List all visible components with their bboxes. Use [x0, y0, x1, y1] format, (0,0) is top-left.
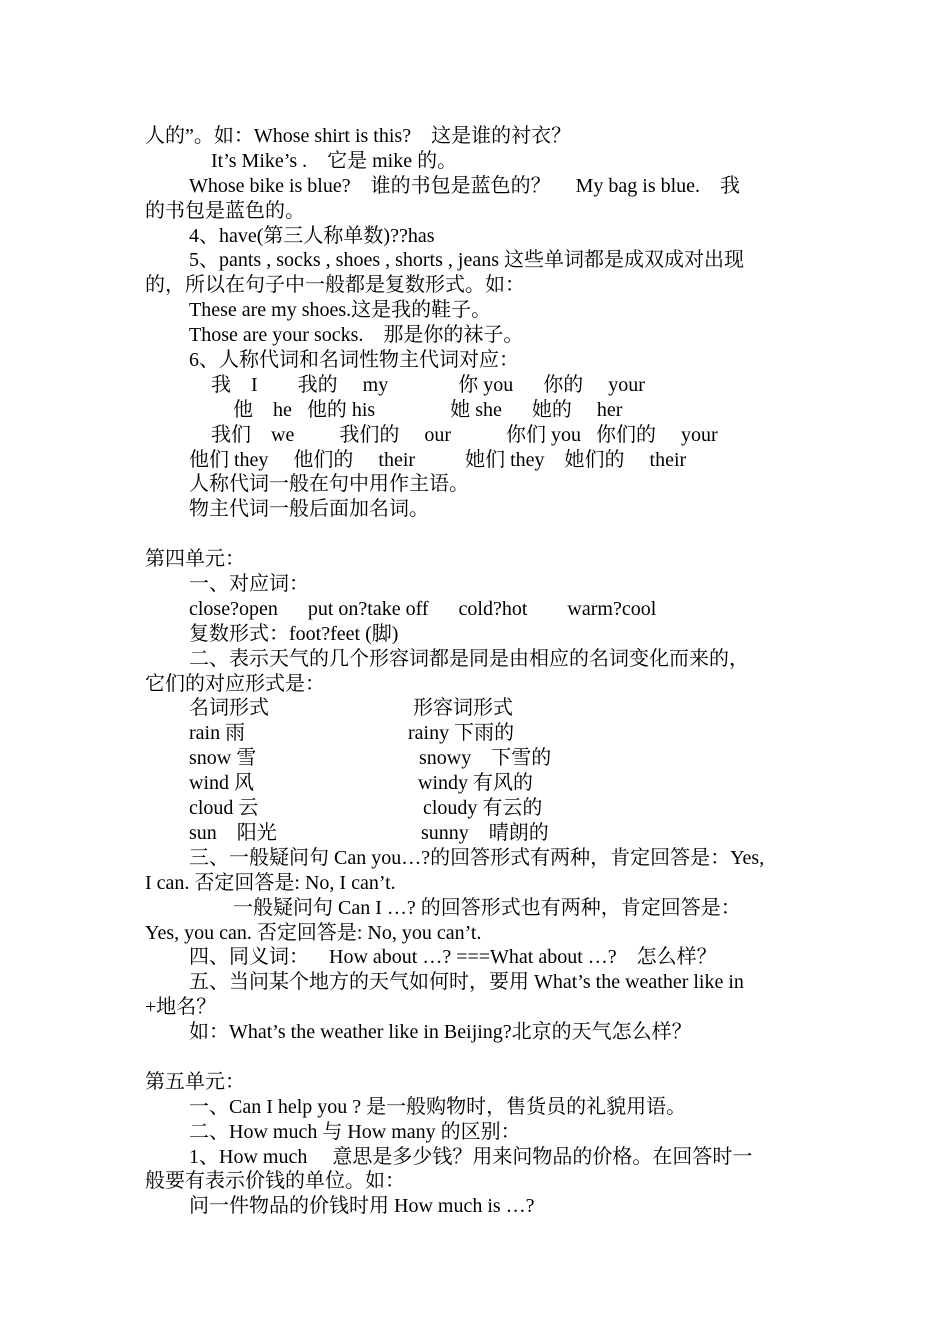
- text-line: 的书包是蓝色的。: [145, 199, 305, 222]
- text-line: 它们的对应形式是：: [145, 672, 325, 695]
- adjective-form: windy 有风的: [418, 772, 533, 795]
- text-line: close?open put on?take off cold?hot warm?cool: [189, 597, 657, 620]
- text-line: 四、同义词： How about …? ===What about …? 怎么样？: [189, 946, 717, 969]
- text-line: 一、Can I help you ? 是一般购物时，售货员的礼貌用语。: [189, 1095, 687, 1118]
- noun-form: wind 风: [189, 772, 254, 795]
- pronoun-line: 他们 they 他们的 their 她们 they 她们的 their: [189, 448, 687, 471]
- document-body: [145, 124, 810, 1219]
- weather-table-row: [145, 721, 810, 746]
- weather-table-row: [145, 746, 810, 771]
- weather-word-table: [145, 696, 810, 845]
- text-line: It’s Mike’s . 它是 mike 的。: [211, 149, 458, 172]
- text-line: 二、表示天气的几个形容词都是同是由相应的名词变化而来的，: [189, 647, 749, 670]
- text-line: 二、How much 与 How many 的区别：: [189, 1120, 521, 1143]
- text-line: 人的”。如：Whose shirt is this? 这是谁的衬衣？: [145, 125, 572, 147]
- text-line: 三、一般疑问句 Can you…?的回答形式有两种，肯定回答是：Yes,: [189, 846, 765, 869]
- text-line: Whose bike is blue? 谁的书包是蓝色的？ My bag is blue. 我: [189, 174, 741, 197]
- text-line: 一般疑问句 Can I …? 的回答形式也有两种，肯定回答是：: [233, 896, 741, 919]
- section-heading-unit4: 第四单元：: [145, 548, 245, 571]
- adjective-form: sunny 晴朗的: [421, 821, 549, 844]
- text-line: 复数形式：foot?feet (脚): [189, 622, 399, 645]
- text-line: 的，所以在句子中一般都是复数形式。如：: [145, 274, 525, 297]
- text-line: 五、当问某个地方的天气如何时，要用 What’s the weather like in: [189, 971, 744, 994]
- text-line: 1、How much 意思是多少钱？用来问物品的价格。在回答时一: [189, 1145, 753, 1168]
- text-line: 般要有表示价钱的单位。如：: [145, 1170, 405, 1193]
- adjective-form: snowy 下雪的: [419, 747, 552, 770]
- text-line: I can. 否定回答是: No, I can’t.: [145, 871, 396, 894]
- text-line: 问一件物品的价钱时用 How much is …?: [189, 1195, 535, 1218]
- text-line: These are my shoes.这是我的鞋子。: [189, 299, 492, 322]
- weather-table-header: [145, 696, 810, 721]
- noun-form: cloud 云: [189, 797, 259, 820]
- text-line: 人称代词一般在句中用作主语。: [189, 473, 469, 496]
- blank-line: [145, 522, 810, 547]
- blank-line: [145, 1045, 810, 1070]
- noun-form: rain 雨: [189, 722, 246, 745]
- weather-table-row: [145, 771, 810, 796]
- pronoun-line: 我们 we 我们的 our 你们 you 你们的 your: [211, 423, 718, 446]
- noun-form: snow 雪: [189, 747, 257, 770]
- text-line: 5、pants , socks , shoes , shorts , jeans 这些单词都是成双成对出现: [189, 249, 744, 272]
- weather-table-row: [145, 821, 810, 846]
- noun-form: sun 阳光: [189, 821, 277, 844]
- text-line: 物主代词一般后面加名词。: [189, 498, 429, 521]
- adjective-form: rainy 下雨的: [408, 722, 515, 745]
- adjective-form-header: 形容词形式: [413, 697, 513, 720]
- section-heading-unit5: 第五单元：: [145, 1070, 245, 1093]
- text-line: 4、have(第三人称单数)??has: [189, 224, 435, 247]
- text-line: +地名？: [145, 996, 217, 1019]
- text-line: 一、对应词：: [189, 573, 309, 596]
- text-line: 如：What’s the weather like in Beijing?北京的天气怎么样？: [189, 1021, 692, 1044]
- weather-table-row: [145, 796, 810, 821]
- pronoun-line: 我 I 我的 my 你 you 你的 your: [211, 373, 645, 396]
- text-line: 6、人称代词和名词性物主代词对应：: [189, 349, 519, 372]
- text-line: Those are your socks. 那是你的袜子。: [189, 324, 524, 347]
- pronoun-line: 他 he 他的 his 她 she 她的 her: [233, 398, 623, 421]
- adjective-form: cloudy 有云的: [423, 797, 543, 820]
- noun-form-header: 名词形式: [189, 697, 269, 720]
- text-line: Yes, you can. 否定回答是: No, you can’t.: [145, 921, 482, 944]
